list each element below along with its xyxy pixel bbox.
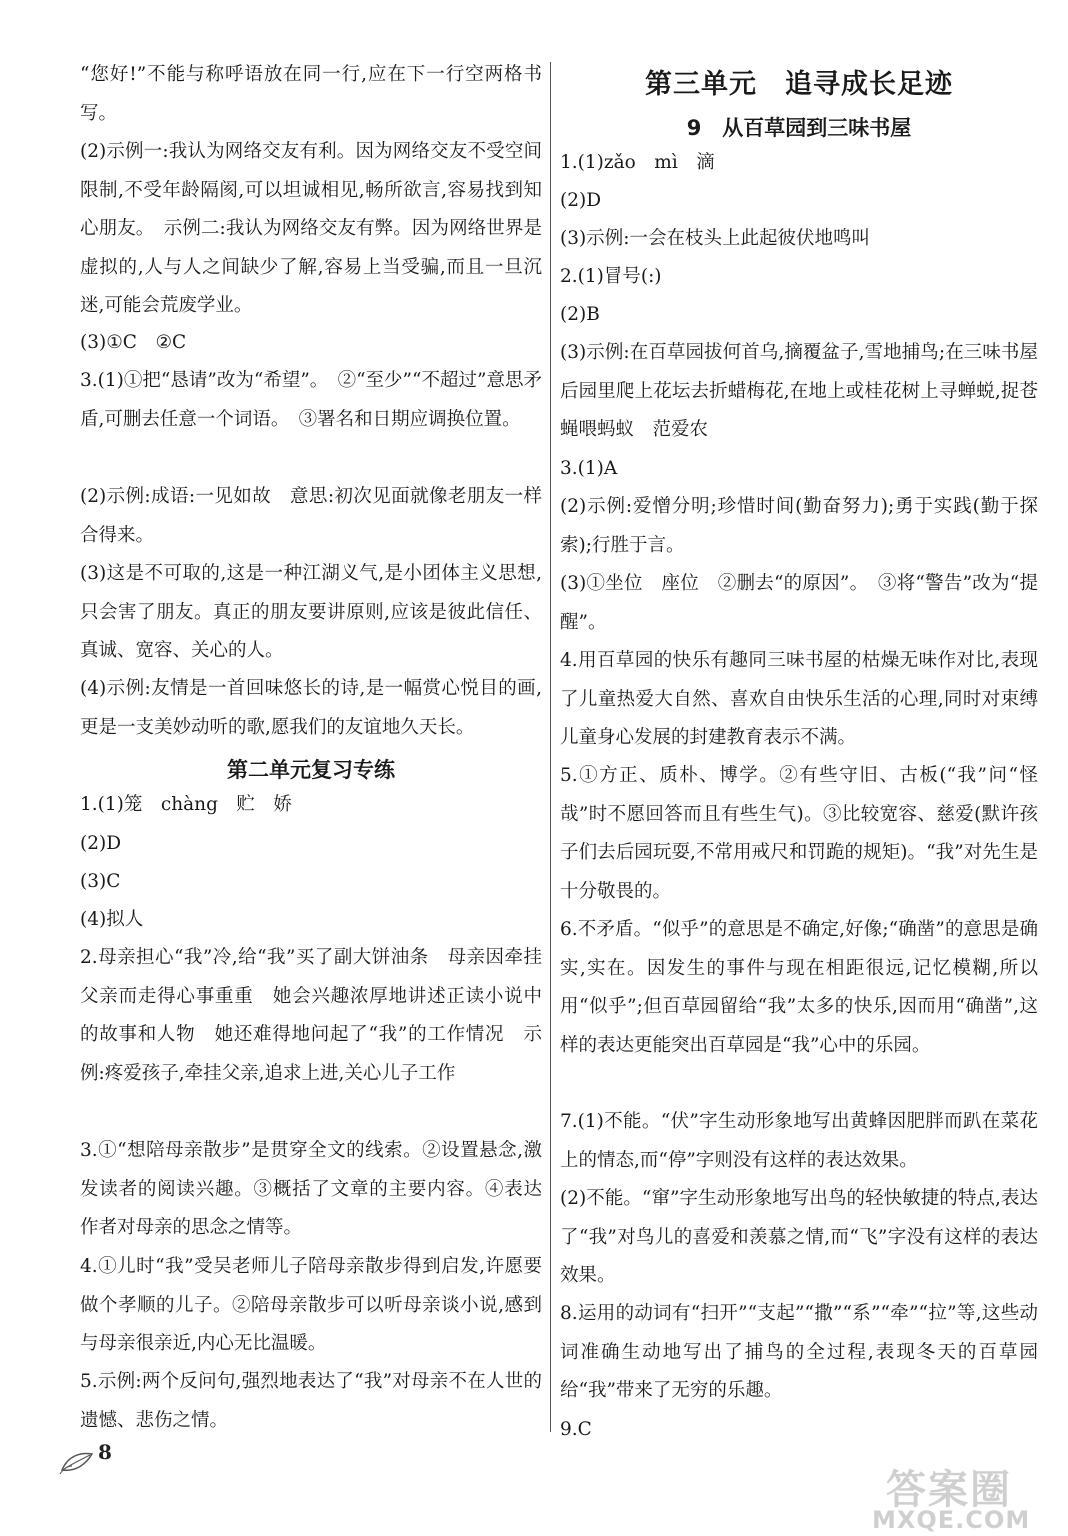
answer-block: 9.C <box>560 1419 592 1440</box>
unit-title: 第三单元 追寻成长足迹 <box>645 69 953 100</box>
answer-block: (2)示例一:我认为网络交友有利。因为网络交友不受空间限制,不受年龄隔阂,可以坦诚相见,畅所欲言,容易找到知心朋友。 示例二:我认为网络交友有弊。因为网络世界是虚拟的,人与人之间缺少了解,容易上当受骗,而且一旦沉迷,可能会荒废学业。 <box>80 141 542 316</box>
answer-block: (2)不能。“窜”字生动形象地写出鸟的轻快敏捷的特点,表达了“我”对鸟儿的喜爱和羡慕之情,而“飞”字没有这样的表达效果。 <box>560 1188 1038 1286</box>
answer-block: 3.(1)①把“恳请”改为“希望”。 ②“至少”“不超过”意思矛盾,可删去任意一个词语。 ③署名和日期应调换位置。 <box>80 370 542 430</box>
lesson-title: 9 从百草园到三味书屋 <box>686 116 912 140</box>
watermark-url: MXQE.COM <box>872 1506 1031 1534</box>
answer-block: 4.①儿时“我”受吴老师儿子陪母亲散步得到启发,许愿要做个孝顺的儿子。②陪母亲散步可以听母亲谈小说,感到与母亲很亲近,内心无比温暖。 <box>80 1256 542 1354</box>
answer-block: (2)示例:成语:一见如故 意思:初次见面就像老朋友一样合得来。 <box>80 486 542 546</box>
answer-block: (2)D <box>80 833 122 854</box>
watermark-text: 答案圈 <box>886 1467 1012 1513</box>
answer-block: (3)①C ②C <box>80 332 187 353</box>
answer-block: (3)示例:一会在枝头上此起彼伏地鸣叫 <box>560 228 870 249</box>
answer-block: (3)C <box>80 871 121 892</box>
answer-block: (3)示例:在百草园拔何首乌,摘覆盆子,雪地捕鸟;在三味书屋后园里爬上花坛去折蜡梅花,在地上或桂花树上寻蝉蜕,捉苍蝇喂蚂蚁 范爱农 <box>560 342 1038 440</box>
answer-block: 5.示例:两个反问句,强烈地表达了“我”对母亲不在人世的遗憾、悲伤之情。 <box>80 1371 542 1431</box>
column-divider <box>550 62 551 1432</box>
watermark-logo <box>868 1458 1058 1536</box>
answer-block: (3)①坐位 座位 ②删去“的原因”。 ③将“警告”改为“提醒”。 <box>560 573 1038 633</box>
leaf-decoration-icon <box>58 1446 98 1476</box>
answer-block: 2.(1)冒号(:) <box>560 266 662 287</box>
answer-block: 6.不矛盾。“似乎”的意思是不确定,好像;“确凿”的意思是确实,实在。因发生的事件与现在相距很远,记忆模糊,所以用“似乎”;但百草园留给“我”太多的快乐,因而用“确凿”,这样的表达更能突出百草园是“我”心中的乐园。 <box>560 919 1038 1056</box>
page-number: 8 <box>98 1440 112 1464</box>
answer-block: (2)B <box>560 304 600 325</box>
answer-block: 3.(1)A <box>560 458 618 479</box>
answer-block: (2)示例:爱憎分明;珍惜时间(勤奋努力);勇于实践(勤于探索);行胜于言。 <box>560 496 1038 556</box>
answer-block: (3)这是不可取的,这是一种江湖义气,是小团体主义思想,只会害了朋友。真正的朋友要讲原则,应该是彼此信任、真诚、宽容、关心的人。 <box>80 563 542 661</box>
section-title: 第二单元复习专练 <box>227 758 395 782</box>
answer-block: (4)示例:友情是一首回味悠长的诗,是一幅赏心悦目的画,更是一支美妙动听的歌,愿我们的友谊地久天长。 <box>80 678 542 738</box>
answer-block: (2)D <box>560 190 602 211</box>
answer-block: 7.(1)不能。“伏”字生动形象地写出黄蜂因肥胖而趴在菜花上的情态,而“停”字则没有这样的表达效果。 <box>560 1111 1038 1171</box>
answer-block: 1.(1)zǎo mì 滴 <box>560 152 715 173</box>
answer-block: 3.①“想陪母亲散步”是贯穿全文的线索。②设置悬念,激发读者的阅读兴趣。③概括了文章的主要内容。④表达作者对母亲的思念之情等。 <box>80 1140 542 1238</box>
answer-block: 5.①方正、质朴、博学。②有些守旧、古板(“我”问“怪哉”时不愿回答而且有些生气)。③比较宽容、慈爱(默许孩子们去后园玩耍,不常用戒尺和罚跪的规矩)。“我”对先生是十分敬畏的。 <box>560 765 1038 902</box>
answer-block: “您好!”不能与称呼语放在同一行,应在下一行空两格书写。 <box>80 64 542 124</box>
answer-block: 1.(1)笼 chàng 贮 娇 <box>80 794 292 815</box>
answer-block: (4)拟人 <box>80 909 144 930</box>
answer-block: 2.母亲担心“我”冷,给“我”买了副大饼油条 母亲因牵挂父亲而走得心事重重 她会兴趣浓厚地讲述正读小说中的故事和人物 她还难得地问起了“我”的工作情况 示例:疼爱孩子,牵挂父亲,追求上进,关心儿子工作 <box>80 947 542 1084</box>
answer-block: 8.运用的动词有“扫开”“支起”“撒”“系”“牵”“拉”等,这些动词准确生动地写出了捕鸟的全过程,表现冬天的百草园给“我”带来了无穷的乐趣。 <box>560 1303 1038 1401</box>
answer-block: 4.用百草园的快乐有趣同三味书屋的枯燥无味作对比,表现了儿童热爱大自然、喜欢自由快乐生活的心理,同时对束缚儿童身心发展的封建教育表示不满。 <box>560 650 1038 748</box>
